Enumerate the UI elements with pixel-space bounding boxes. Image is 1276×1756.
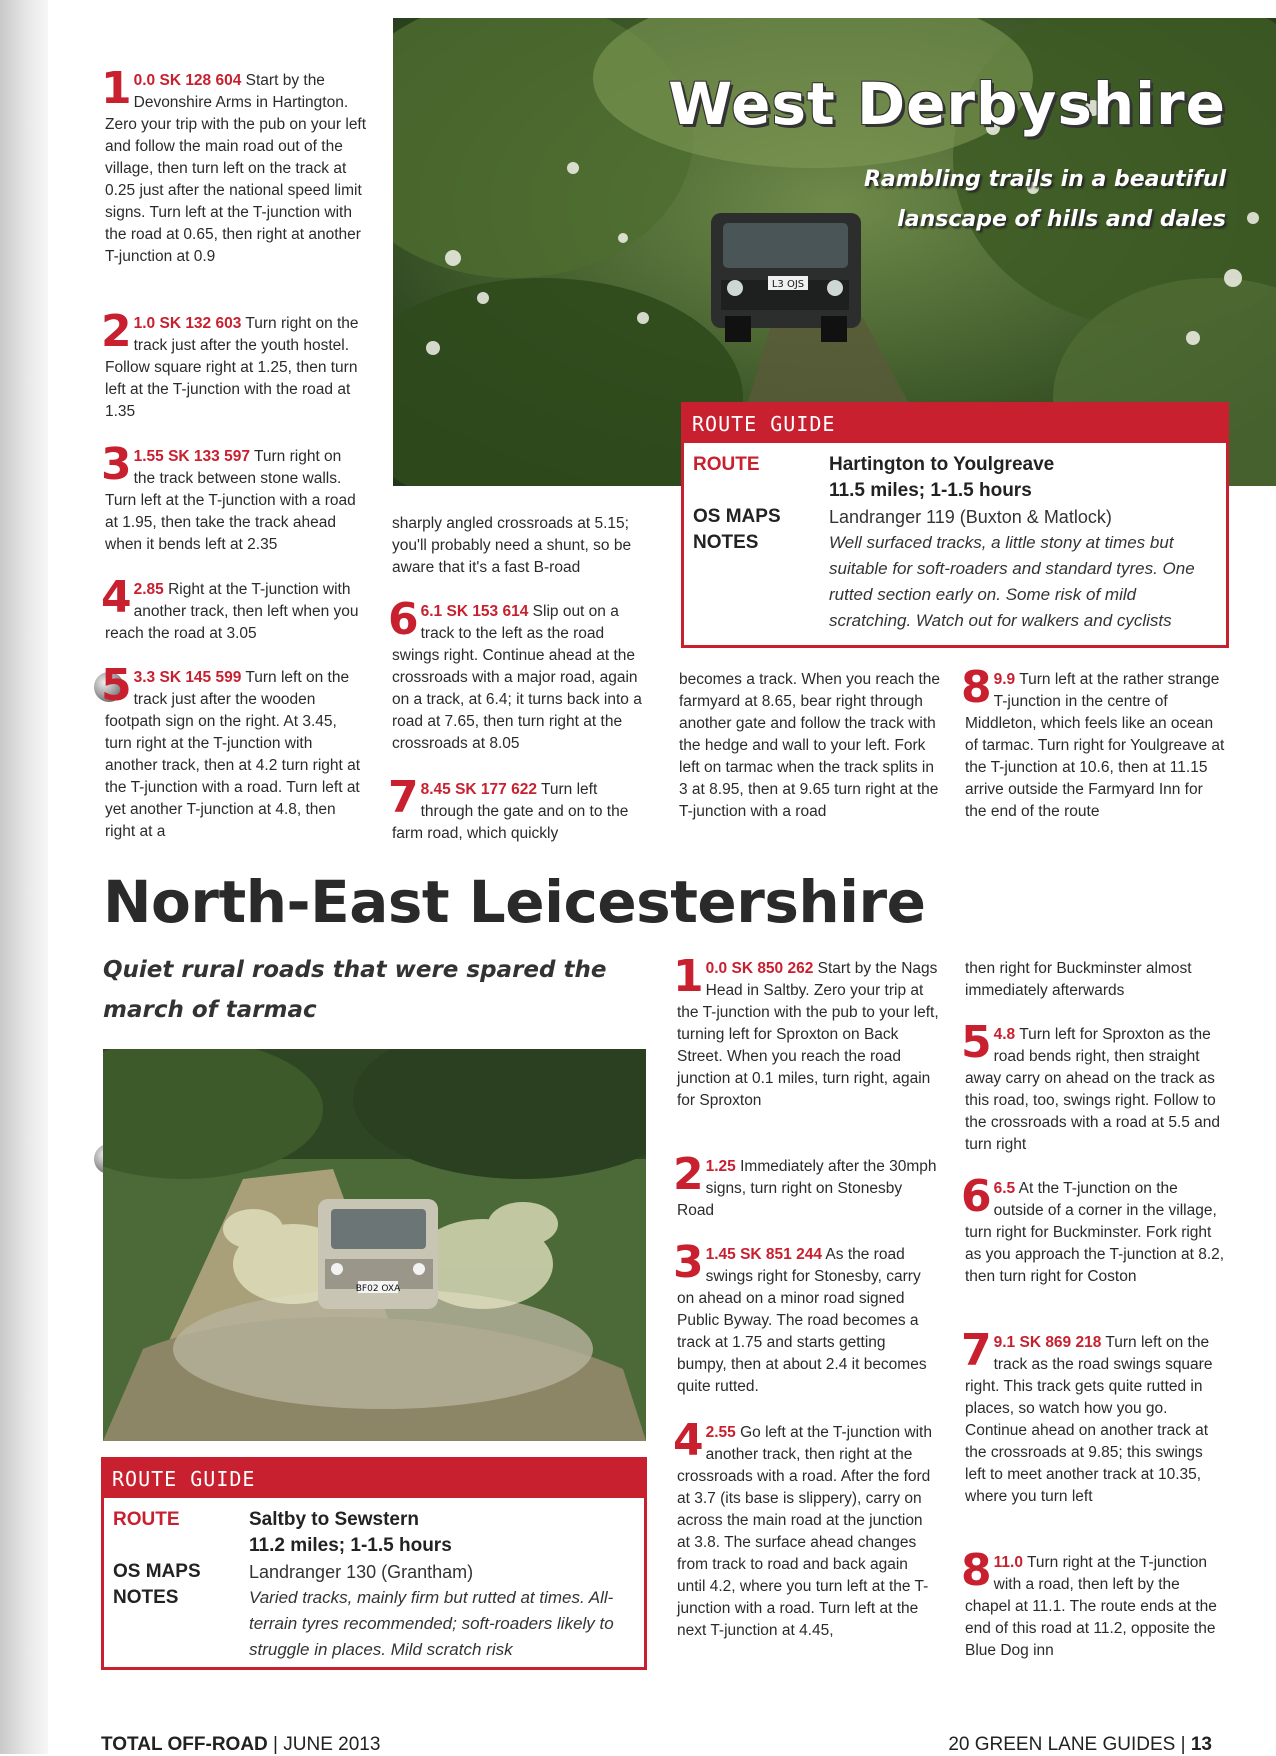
step-number: 5 <box>961 1017 992 1068</box>
grid-reference: 9.1 SK 869 218 <box>993 1334 1102 1351</box>
east-photo-water-splash <box>103 1049 646 1441</box>
footer-left: TOTAL OFF-ROAD | JUNE 2013 <box>101 1734 381 1755</box>
step-number: 2 <box>673 1149 704 1200</box>
west-step-4 <box>101 572 367 645</box>
grid-reference: 6.5 <box>993 1180 1016 1197</box>
page-binding-edge <box>0 0 48 1754</box>
west-step-3 <box>101 439 367 556</box>
grid-reference: 2.55 <box>705 1424 736 1441</box>
step-number: 1 <box>673 951 704 1002</box>
grid-reference: 11.0 <box>993 1554 1023 1571</box>
page-number: 13 <box>1190 1734 1212 1755</box>
route-value <box>249 1507 634 1559</box>
step-number: 4 <box>673 1415 704 1466</box>
os-maps-label: OS MAPS <box>113 1561 201 1582</box>
series-title: 20 GREEN LANE GUIDES <box>948 1734 1176 1755</box>
east-number-plate: BF02 OXA <box>355 1284 401 1294</box>
west-number-plate: L3 OJS <box>771 279 805 290</box>
west-step-6 <box>388 594 654 755</box>
step-text: At the T-junction on the outside of a corner in the village, turn right for Buckminster. Fork right as you approach the T-junction at 8.2, then turn right for Coston <box>965 1180 1225 1285</box>
step-number: 3 <box>101 439 132 490</box>
route-label: ROUTE <box>693 454 760 475</box>
east-step-3 <box>673 1237 939 1398</box>
west-step-5-continued: sharply angled crossroads at 5.15; you'll probably need a shunt, so be aware that it's a fast B-road <box>392 515 632 576</box>
step-number: 8 <box>961 1545 992 1596</box>
east-step-4-continued: then right for Buckminster almost immediately afterwards <box>965 960 1192 999</box>
step-text: Start by the Nags Head in Saltby. Zero your trip at the T-junction with the pub to your left, turning left for Sproxton on Back Street. When you reach the road junction at 0.1 miles, turn right, again for Sproxton <box>677 960 939 1109</box>
grid-reference: 8.45 SK 177 622 <box>420 781 537 798</box>
east-subtitle: Quiet rural roads that were spared the march of tarmac <box>103 957 607 1023</box>
grid-reference: 2.85 <box>133 581 164 598</box>
step-text: Right at the T-junction with another track, then left when you reach the road at 3.05 <box>105 581 359 642</box>
route-name: Hartington to Youlgreave <box>829 454 1055 475</box>
step-number: 6 <box>961 1171 992 1222</box>
route-name: Saltby to Sewstern <box>249 1509 419 1530</box>
step-number: 1 <box>101 63 132 114</box>
step-number: 6 <box>388 594 419 645</box>
grid-reference: 0.0 SK 128 604 <box>133 72 242 89</box>
step-text: Turn left for Sproxton as the road bends right, then straight away carry on ahead on the track as this road, too, swings right. Follow to the crossroads with a road at 5.5 and turn right <box>965 1026 1221 1153</box>
os-maps-label: OS MAPS <box>693 506 781 527</box>
os-maps-value: Landranger 119 (Buxton & Matlock) <box>829 507 1112 527</box>
step-text: Turn left on the track as the road swings square right. This track gets quite rutted in places, so watch how you go. Continue ahead on another track at the crossroads at 9.85; this swings left to meet another track at 10.35, where you turn left <box>965 1334 1213 1505</box>
notes-value: Varied tracks, mainly firm but rutted at times. All-terrain tyres recommended; soft-roaders likely to struggle in places. Mild scratch risk <box>249 1588 614 1659</box>
step-text: Immediately after the 30mph signs, turn right on Stonesby Road <box>677 1158 937 1219</box>
grid-reference: 3.3 SK 145 599 <box>133 669 242 686</box>
grid-reference: 1.0 SK 132 603 <box>133 315 242 332</box>
east-step-5 <box>961 1017 1227 1156</box>
step-number: 7 <box>961 1325 992 1376</box>
step-text: Turn right on the track just after the youth hostel. Follow square right at 1.25, then turn left at the T-junction with the road at 1.35 <box>105 315 359 420</box>
step-text: Turn right at the T-junction with a road, then left by the chapel at 11.1. The route ends at the end of this road at 11.2, opposite the Blue Dog inn <box>965 1554 1217 1659</box>
east-step-8 <box>961 1545 1227 1662</box>
notes-value: Well surfaced tracks, a little stony at times but suitable for soft-roaders and standard tyres. One rutted section early on. Some risk of mild scratching. Watch out for walkers and cyclists <box>829 533 1195 630</box>
grid-reference: 6.1 SK 153 614 <box>420 603 529 620</box>
issue-date: JUNE 2013 <box>283 1734 381 1755</box>
west-step-1 <box>101 63 367 268</box>
grid-reference: 4.8 <box>993 1026 1016 1043</box>
west-step-7 <box>388 772 654 845</box>
grid-reference: 1.55 SK 133 597 <box>133 448 250 465</box>
footer-right: 20 GREEN LANE GUIDES | 13 <box>948 1734 1212 1755</box>
west-step-7-continued: becomes a track. When you reach the farmyard at 8.65, bear right through another gate and follow the track with the hedge and wall to your left. Fork left on tarmac when the track splits in 3 at 8.95, then at 9.65 turn right at the T-junction with a road <box>679 671 941 820</box>
step-text: As the road swings right for Stonesby, carry on ahead on a minor road signed Public Byway. The road becomes a track at 1.75 and starts getting bumpy, then at about 2.4 it becomes quite rutted. <box>677 1246 927 1395</box>
grid-reference: 0.0 SK 850 262 <box>705 960 814 977</box>
west-step-2 <box>101 306 367 423</box>
step-text: Slip out on a track to the left as the road swings right. Continue ahead at the crossroads with a major road, again on a track, at 6.4; it turns back into a road at 7.65, then turn right at the crossroads at 8.05 <box>392 603 642 752</box>
magazine-name: TOTAL OFF-ROAD <box>101 1734 268 1755</box>
east-route-guide <box>101 1457 647 1670</box>
route-distance: 11.2 miles; 1-1.5 hours <box>249 1535 452 1556</box>
route-guide-header: ROUTE GUIDE <box>104 1460 644 1498</box>
step-text: Start by the Devonshire Arms in Hartington. Zero your trip with the pub on your left and follow the main road out of the village, then turn left on the track at 0.25 just after the national speed limit signs. Turn left at the T-junction with the road at 0.65, then right at another T-junction at 0.9 <box>105 72 367 265</box>
grid-reference: 9.9 <box>993 671 1016 688</box>
west-route-guide <box>681 402 1229 648</box>
east-step-4 <box>673 1415 939 1642</box>
step-number: 4 <box>101 572 132 623</box>
step-number: 2 <box>101 306 132 357</box>
notes-label: NOTES <box>693 532 759 553</box>
west-step-8 <box>961 662 1227 823</box>
step-number: 7 <box>388 772 419 823</box>
east-step-6 <box>961 1171 1227 1288</box>
notes-label: NOTES <box>113 1587 179 1608</box>
step-number: 3 <box>673 1237 704 1288</box>
step-number: 5 <box>101 660 132 711</box>
route-label: ROUTE <box>113 1509 180 1530</box>
west-step-5 <box>101 660 367 843</box>
step-text: Turn right on the track between stone walls. Turn left at the T-junction with a road at 1.95, then take the track ahead when it bends left at 2.35 <box>105 448 356 553</box>
west-title: West Derbyshire <box>668 70 1226 138</box>
step-text: Turn left on the track just after the wooden footpath sign on the right. At 3.45, turn right at the T-junction with another track, then at 4.2 turn right at the T-junction with a road. Turn left at yet another T-junction at 4.8, then right at a <box>105 669 361 840</box>
grid-reference: 1.45 SK 851 244 <box>705 1246 822 1263</box>
step-number: 8 <box>961 662 992 713</box>
route-value <box>829 452 1219 504</box>
east-step-1 <box>673 951 939 1112</box>
east-step-2 <box>673 1149 939 1222</box>
step-text: Turn left through the gate and on to the farm road, which quickly <box>392 781 629 842</box>
route-distance: 11.5 miles; 1-1.5 hours <box>829 480 1032 501</box>
east-title: North-East Leicestershire <box>103 868 926 936</box>
route-guide-header: ROUTE GUIDE <box>684 405 1226 443</box>
grid-reference: 1.25 <box>705 1158 736 1175</box>
step-text: Go left at the T-junction with another track, then right at the crossroads with a road. After the ford at 3.7 (its base is slippery), carry on across the main road at the junction at 3.8. The surface ahead changes from track to road and back again until 4.2, where you turn left at the T-junction with a road. Turn left at the next T-junction at 4.45, <box>677 1424 932 1639</box>
west-subtitle: Rambling trails in a beautiful lanscape of hills and dales <box>863 167 1226 232</box>
os-maps-value: Landranger 130 (Grantham) <box>249 1562 474 1582</box>
step-text: Turn left at the rather strange T-junction in the centre of Middleton, which feels like an ocean of tarmac. Turn right for Youlgreave at the T-junction at 10.6, then at 11.15 arrive outside the Farmyard Inn for the end of the route <box>965 671 1225 820</box>
east-step-7 <box>961 1325 1227 1508</box>
